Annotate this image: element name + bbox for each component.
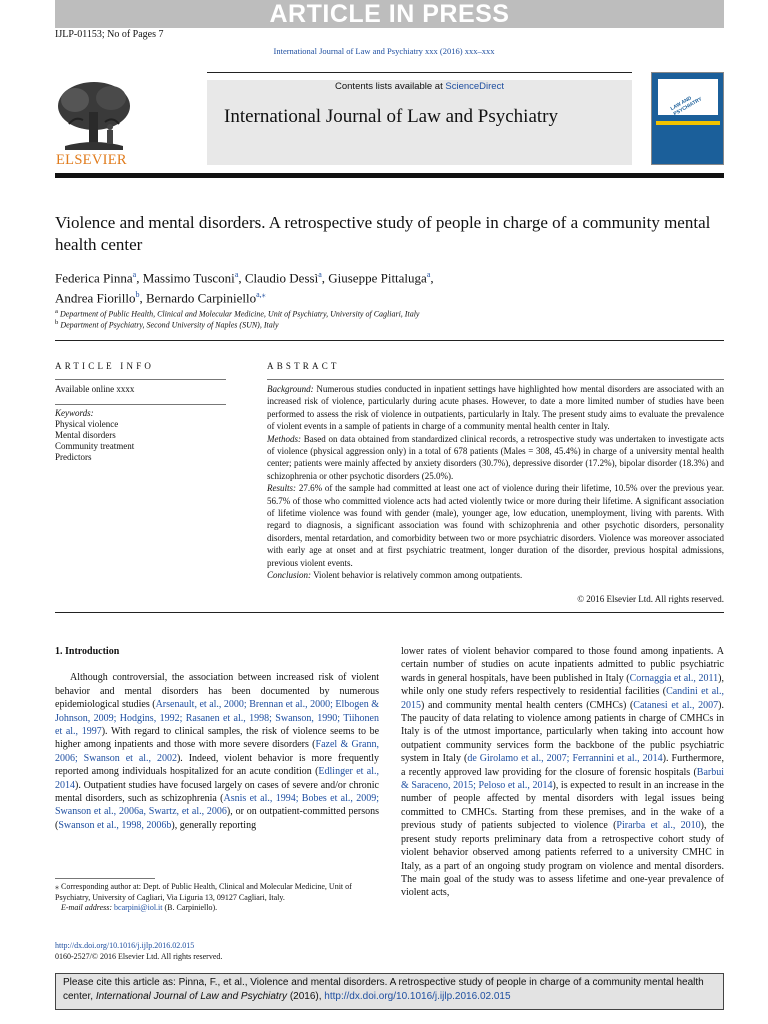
results-text: 27.6% of the sample had committed at least one act of violence during their lifetime, 10.5% over the previous year. 56.7% of those who committed violence acts had acted violently twice or more during their lifetime. A significant association of lifetime violence was found with gender (male), younger age, low education, unemployment, living with parents. With regard to diagnosis, a significant association was found with schizophrenia and other psychotic disorders, personality disorders, mental retardation, and comorbidity between two or more psychiatric disorders. Violence was moreover associated with early age at onset and at first psychiatric treatment, longer duration of the disorder, previous hospital admissions, previous violent events. bbox=[267, 483, 725, 568]
author-affil-sup[interactable]: a bbox=[132, 270, 137, 279]
body-text: ), or on outpatient-committed persons ( bbox=[55, 806, 379, 831]
abstract-body bbox=[267, 383, 724, 582]
abstract-rule bbox=[267, 379, 724, 380]
body-text: lower rates of violent behavior compared to those found among inpatients. A certain number of studies on acute inpatients admitted to public psychiatric wards in general hospitals, have been published in Italy ( bbox=[401, 646, 724, 684]
intro-right-paragraph bbox=[401, 645, 724, 900]
elsevier-wordmark: ELSEVIER bbox=[56, 152, 127, 168]
email-suffix: (B. Carpiniello). bbox=[164, 903, 218, 912]
citation-link[interactable]: Swanson et al., 1998, 2006b bbox=[58, 819, 172, 831]
citation-link[interactable]: de Girolamo et al., 2007; Ferrannini et al., 2014 bbox=[467, 753, 663, 765]
body-text: ), generally reporting bbox=[171, 819, 257, 831]
intro-left-paragraph bbox=[55, 671, 379, 832]
available-online: Available online xxxx bbox=[55, 384, 135, 394]
header-thick-rule bbox=[55, 173, 724, 178]
author: Claudio Dessì bbox=[244, 270, 319, 286]
methods-text: Based on data obtained from standardized clinical records, a retrospective study was undertaken to investigate acts of violence (physical aggression only) in a total of 678 patients (Males = 308, 45.4%) in charge of a university mental health center; patients were mainly affected by anxiety disorders (30.7%), depressive disorder (17.2%), bipolar disorder (18.3%) and schizophrenia or other psychotic disorders (25.0%). bbox=[267, 433, 725, 481]
keyword: Mental disorders bbox=[55, 430, 116, 440]
author-affil-sup[interactable]: a,⁎ bbox=[256, 290, 266, 300]
body-text: ). Indeed, violent behavior is more frequently reported among individuals hospitalized for an acute condition ( bbox=[55, 752, 379, 778]
author: Giuseppe Pittaluga bbox=[328, 270, 427, 286]
email-label: E-mail address: bbox=[61, 903, 113, 912]
citation-journal: International Journal of Law and Psychiatry bbox=[95, 991, 288, 1002]
corresponding-text: ⁎ Corresponding author at: Dept. of Public Health, Clinical and Molecular Medicine, Unit of Psychiatry, University of Cagliari, Via Liguria 13, 09127 Cagliari, Italy. bbox=[55, 882, 352, 902]
citation-link[interactable]: Arsenault, et al., 2000; Brennan et al., 2000; Elbogen & Johnson, 2009; Hodgins, 1992; Rasanen et al., 1998; Swanson, 1990; Tiihonen et al., 1997 bbox=[55, 699, 379, 738]
keyword: Community treatment bbox=[55, 441, 135, 451]
abstract-heading: ABSTRACT bbox=[267, 361, 340, 371]
section-rule bbox=[55, 340, 724, 341]
body-text: ). With regard to clinical samples, the risk of violence seems to be higher among inpatients and those with more severe disorders ( bbox=[55, 726, 380, 751]
issn-line: 0160-2527/© 2016 Elsevier Ltd. All rights reserved. bbox=[55, 952, 223, 961]
citation-link[interactable]: Asnis et al., 1994; Bobes et al., 2009; Swanson et al., 2006a, Swartz, et al., 2006 bbox=[55, 793, 379, 818]
citation-doi-link[interactable]: http://dx.doi.org/10.1016/j.ijlp.2016.02.015 bbox=[324, 991, 511, 1002]
body-text: ), the present study reports preliminary data from a retrospective cohort study of violent behavior observed among patients referred to a university CMHC in Italy, as a part of an ongoing study program on violence and mental disorders. The main goal of the study was to assess lifetime and one-year prevalence of violent acts, bbox=[401, 820, 725, 899]
citation-link[interactable]: Cornaggia et al., 2011 bbox=[629, 672, 719, 684]
citation-year: (2016), bbox=[287, 991, 325, 1002]
affiliation-text: Department of Public Health, Clinical and Molecular Medicine, Unit of Psychiatry, University of Cagliari, Italy bbox=[59, 309, 420, 319]
doi-link[interactable]: http://dx.doi.org/10.1016/j.ijlp.2016.02.015 bbox=[55, 941, 195, 950]
intro-heading: 1. Introduction bbox=[55, 646, 120, 657]
intro-right-column bbox=[401, 645, 724, 900]
body-text: ). Outpatient studies have focused largely on cases of severe and/or chronic mental disorders, such as schizophrenia ( bbox=[55, 779, 379, 805]
affiliation-text: Department of Psychiatry, Second University of Naples (SUN), Italy bbox=[60, 320, 279, 330]
sciencedirect-link[interactable]: ScienceDirect bbox=[445, 81, 504, 92]
footnote-rule bbox=[55, 878, 155, 879]
journal-cover-image[interactable] bbox=[651, 72, 724, 165]
abstract-bottom-rule bbox=[55, 612, 724, 613]
body-text: ), is expected to result in an increase in the number of people affected by mental disorders with legal issues being committed to CMHCs. Starting from these premises, and in the wake of a previous study of patients subjected to violence ( bbox=[401, 780, 724, 832]
citation-link[interactable]: Edlinger et al., 2014 bbox=[55, 766, 379, 791]
author: Bernardo Carpiniello bbox=[146, 290, 257, 306]
citation-link[interactable]: Fazel & Grann, 2006; Swanson et al., 2002 bbox=[55, 739, 379, 764]
elsevier-tree-logo bbox=[55, 80, 133, 152]
results-label: Results: bbox=[267, 483, 296, 494]
contents-prefix: Contents lists available at bbox=[335, 81, 446, 92]
author-affil-sup[interactable]: a bbox=[318, 270, 322, 279]
citation-link[interactable]: Pirarba et al., 2010 bbox=[616, 820, 701, 832]
body-text: ) and community mental health centers (CMHCs) ( bbox=[421, 699, 634, 711]
abstract-copyright: © 2016 Elsevier Ltd. All rights reserved. bbox=[577, 594, 724, 604]
citation-link[interactable]: Catanesi et al., 2007 bbox=[633, 699, 719, 711]
background-text: Numerous studies conducted in inpatient settings have highlighted how mental disorders are associated with an increased risk of violence, particularly during acute phases. However, to date a more limited number of studies have been performed to assess the risk of violence in outpatients, particularly in Italy. The present study aims to evaluate the prevalence of violent events in a sample of patients in charge of a community mental health center in Italy. bbox=[267, 384, 724, 432]
citation-text: Please cite this article as: Pinna, F., et al., Violence and mental disorders. A retrospective study of people in charge of a community mental health center, bbox=[63, 977, 704, 1002]
body-text: ), while only one study refers respectively to residential facilities ( bbox=[401, 672, 725, 698]
conclusion-text: Violent behavior is relatively common among outpatients. bbox=[313, 570, 523, 581]
body-text: ). The paucity of data relating to violence among patients in charge of CMHCs in Italy is of the utmost importance, particularly when taking into account how outpatient community services form the backbone of the public psychiatric system in Italy ( bbox=[401, 699, 724, 765]
keywords-label: Keywords: bbox=[55, 408, 94, 418]
article-info-rule bbox=[55, 379, 226, 380]
keywords-block bbox=[55, 408, 134, 463]
body-text: Although controversial, the association between increased risk of violent behavior and mental disorders has been documented by numerous epidemiological studies ( bbox=[55, 672, 379, 711]
keyword: Predictors bbox=[55, 452, 92, 462]
author-affil-sup[interactable]: a bbox=[234, 270, 239, 279]
journal-reference[interactable]: International Journal of Law and Psychiatry xxx (2016) xxx–xxx bbox=[273, 46, 495, 56]
author: Federica Pinna bbox=[55, 270, 133, 286]
intro-left-column bbox=[55, 645, 379, 832]
affiliation-a: $^a$ Department of Public Health, Clinical and Molecular Medicine, Unit of Psychiatry, University of Cagliari, Italy bbox=[55, 308, 420, 319]
affiliation-b: $^b$ Department of Psychiatry, Second University of Naples (SUN), Italy bbox=[55, 319, 279, 330]
methods-label: Methods: bbox=[267, 433, 301, 444]
manuscript-id: IJLP-01153; No of Pages 7 bbox=[55, 29, 164, 40]
author: Massimo Tusconi bbox=[142, 270, 235, 286]
background-label: Background: bbox=[267, 384, 314, 394]
doi-block bbox=[55, 940, 222, 962]
body-text: ). Furthermore, a recently approved law providing for the closure of forensic hospitals ( bbox=[401, 753, 724, 778]
contents-line bbox=[207, 81, 632, 92]
header-top-rule bbox=[207, 72, 632, 73]
corresponding-footnote bbox=[55, 882, 379, 914]
citation-link[interactable]: Candini et al., 2015 bbox=[401, 686, 724, 711]
article-info-heading: ARTICLE INFO bbox=[55, 361, 155, 371]
journal-title: International Journal of Law and Psychiatry bbox=[224, 106, 558, 127]
keywords-rule bbox=[55, 404, 226, 405]
author-list: Federica Pinna$^a$, Massimo Tusconi$^a$, Claudio Dessì$^a$, Giuseppe Pittaluga$^a$, Andrea Fiorillo$^b$, Bernardo Carpiniello$^{a,⁎}$ bbox=[55, 270, 434, 306]
article-in-press-banner: ARTICLE IN PRESS bbox=[55, 0, 724, 28]
author-affil-sup[interactable]: a bbox=[426, 270, 431, 279]
keyword: Physical violence bbox=[55, 419, 119, 429]
citation-box bbox=[55, 973, 724, 1010]
conclusion-label: Conclusion: bbox=[267, 570, 311, 581]
email-link[interactable]: bcarpini@iol.it bbox=[114, 903, 163, 912]
citation-link[interactable]: Barbui & Saraceno, 2015; Peloso et al., 2014 bbox=[401, 766, 724, 792]
article-title: Violence and mental disorders. A retrospective study of people in charge of a community mental health center bbox=[55, 213, 711, 254]
cover-text: LAW AND PSYCHIATRY bbox=[669, 95, 704, 118]
author-affil-sup[interactable]: b bbox=[135, 290, 140, 300]
author: Andrea Fiorillo bbox=[55, 290, 136, 306]
